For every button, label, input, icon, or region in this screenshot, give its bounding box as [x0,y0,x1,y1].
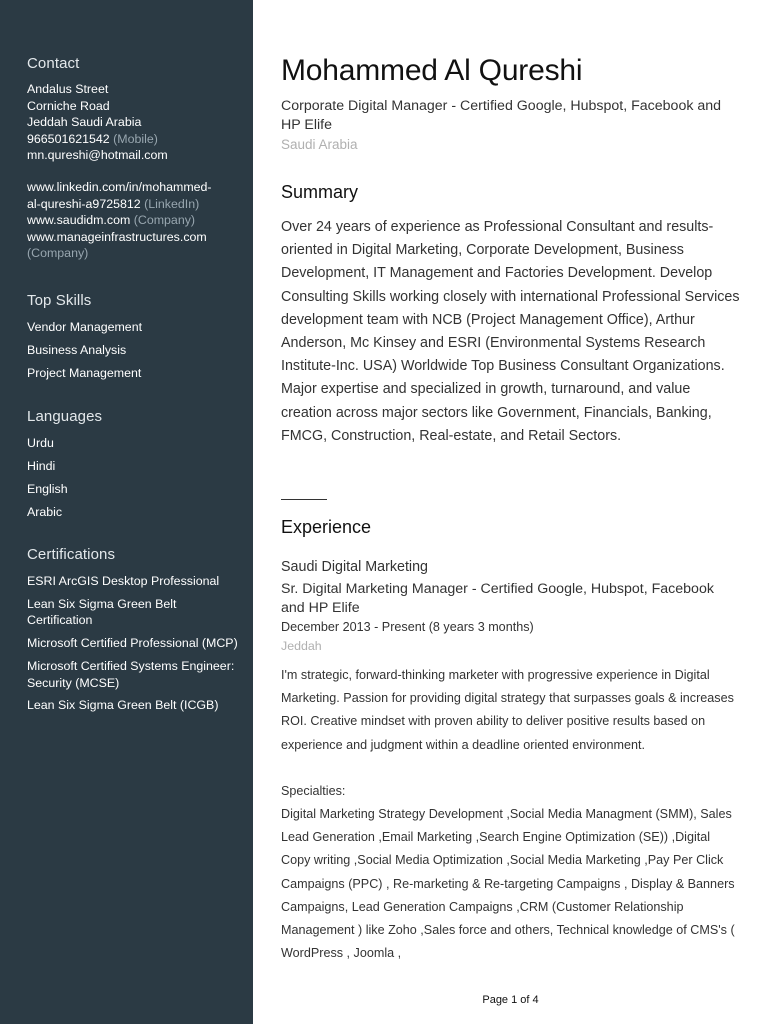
company-link-2-tag: (Company) [27,246,89,261]
certification-item: Lean Six Sigma Green Belt (ICGB) [27,698,219,713]
profile-headline: Corporate Digital Manager - Certified Google, Hubspot, Facebook and HP Elife [281,98,722,133]
email-link[interactable]: mn.qureshi@hotmail.com [27,148,168,163]
profile-name: Mohammed Al Qureshi [281,54,583,87]
section-divider [281,499,327,500]
address-line-3: Jeddah Saudi Arabia [27,115,142,130]
language-item: Urdu [27,436,54,450]
linkedin-link-text[interactable]: al-qureshi-a9725812 [27,196,141,211]
language-item: Hindi [27,458,56,473]
certifications-section [27,546,242,720]
language-item: Arabic [27,504,63,519]
linkedin-link-line-2[interactable] [27,196,242,213]
certification-item: Lean Six Sigma Green Belt Certification [27,596,177,628]
sidebar [0,0,253,1024]
language-item: English [27,481,68,496]
skills-title: Top Skills [27,292,92,309]
company-link-1[interactable] [27,212,242,229]
skill-item: Vendor Management [27,320,143,334]
address-line-1: Andalus Street [27,82,109,96]
page-number: Page 1 of 4 [482,994,539,1006]
company-link-1-text[interactable]: www.saudidm.com [27,213,131,228]
experience-dates: December 2013 - Present (8 years 3 months) [281,620,534,634]
profile-location: Saudi Arabia [281,137,358,152]
linkedin-tag: (LinkedIn) [144,196,200,211]
certification-item: ESRI ArcGIS Desktop Professional [27,574,220,588]
linkedin-link-line-1[interactable]: www.linkedin.com/in/mohammed- [27,179,212,194]
certifications-title: Certifications [27,546,116,563]
experience-company: Saudi Digital Marketing [281,559,429,575]
skill-item: Project Management [27,365,142,380]
experience-role: Sr. Digital Marketing Manager - Certified Google, Hubspot, Facebook and HP Elife [281,581,714,616]
address-line-2: Corniche Road [27,98,110,113]
experience-location: Jeddah [281,639,322,653]
summary-text: Over 24 years of experience as Professional Consultant and results-oriented in Digital Marketing, Corporate Development, Business Development, IT Management and Factories Development. Develop Consulting Skills working closely with international Professional Services development team with NCB (Project Management Office), Arthur Anderson, Mc Kinsey and ESRI (Environmental Systems Research Institute-Inc. USA) Worldwide Top Business Consultant Organizations. Major expertise and specialized in growth, turnaround, and value creation across major sectors like Government, Financials, Banking, FMCG, Construction, Real-estate, and Retail Sectors. [281,219,740,444]
company-link-1-tag: (Company) [133,213,196,228]
skill-item: Business Analysis [27,342,127,357]
languages-title: Languages [27,408,103,425]
specialties-text: Digital Marketing Strategy Development ,Social Media Managment (SMM), Sales Lead Generation ,Email Marketing ,Search Engine Optimization (SE)) ,Digital Copy writing ,Social Media Optimization ,Social Media Marketing ,Pay Per Click Campaigns (PPC) , Re-marketing & Re-targeting Campaigns , Display & Banners Campaigns, Lead Generation Campaigns ,CRM (Customer Relationship Management ) like Zoho ,Sales force and others, Technical knowledge of CMS's ( WordPress , Joomla , [281,807,735,961]
certification-item: Microsoft Certified Systems Engineer: Security (MCSE) [27,659,235,690]
phone-tag: (Mobile) [113,131,158,146]
skills-section [27,292,242,388]
experience-description: I'm strategic, forward-thinking marketer with progressive experience in Digital Marketing. Passion for providing digital strategy that surpasses goals & increases ROI. Creative mindset with proven ability to deliver positive results based on experience and judgment within a deadline oriented environment. [281,668,734,752]
summary-title: Summary [281,182,359,202]
phone-number: 966501621542 [27,131,110,146]
certification-item: Microsoft Certified Professional (MCP) [27,636,238,651]
phone-line [27,131,242,148]
languages-section [27,408,242,527]
contact-title: Contact [27,55,80,72]
specialties-label: Specialties: [281,784,346,798]
company-link-2[interactable]: www.manageinfrastructures.com [27,229,207,244]
experience-title: Experience [281,517,372,537]
contact-section [27,55,242,262]
